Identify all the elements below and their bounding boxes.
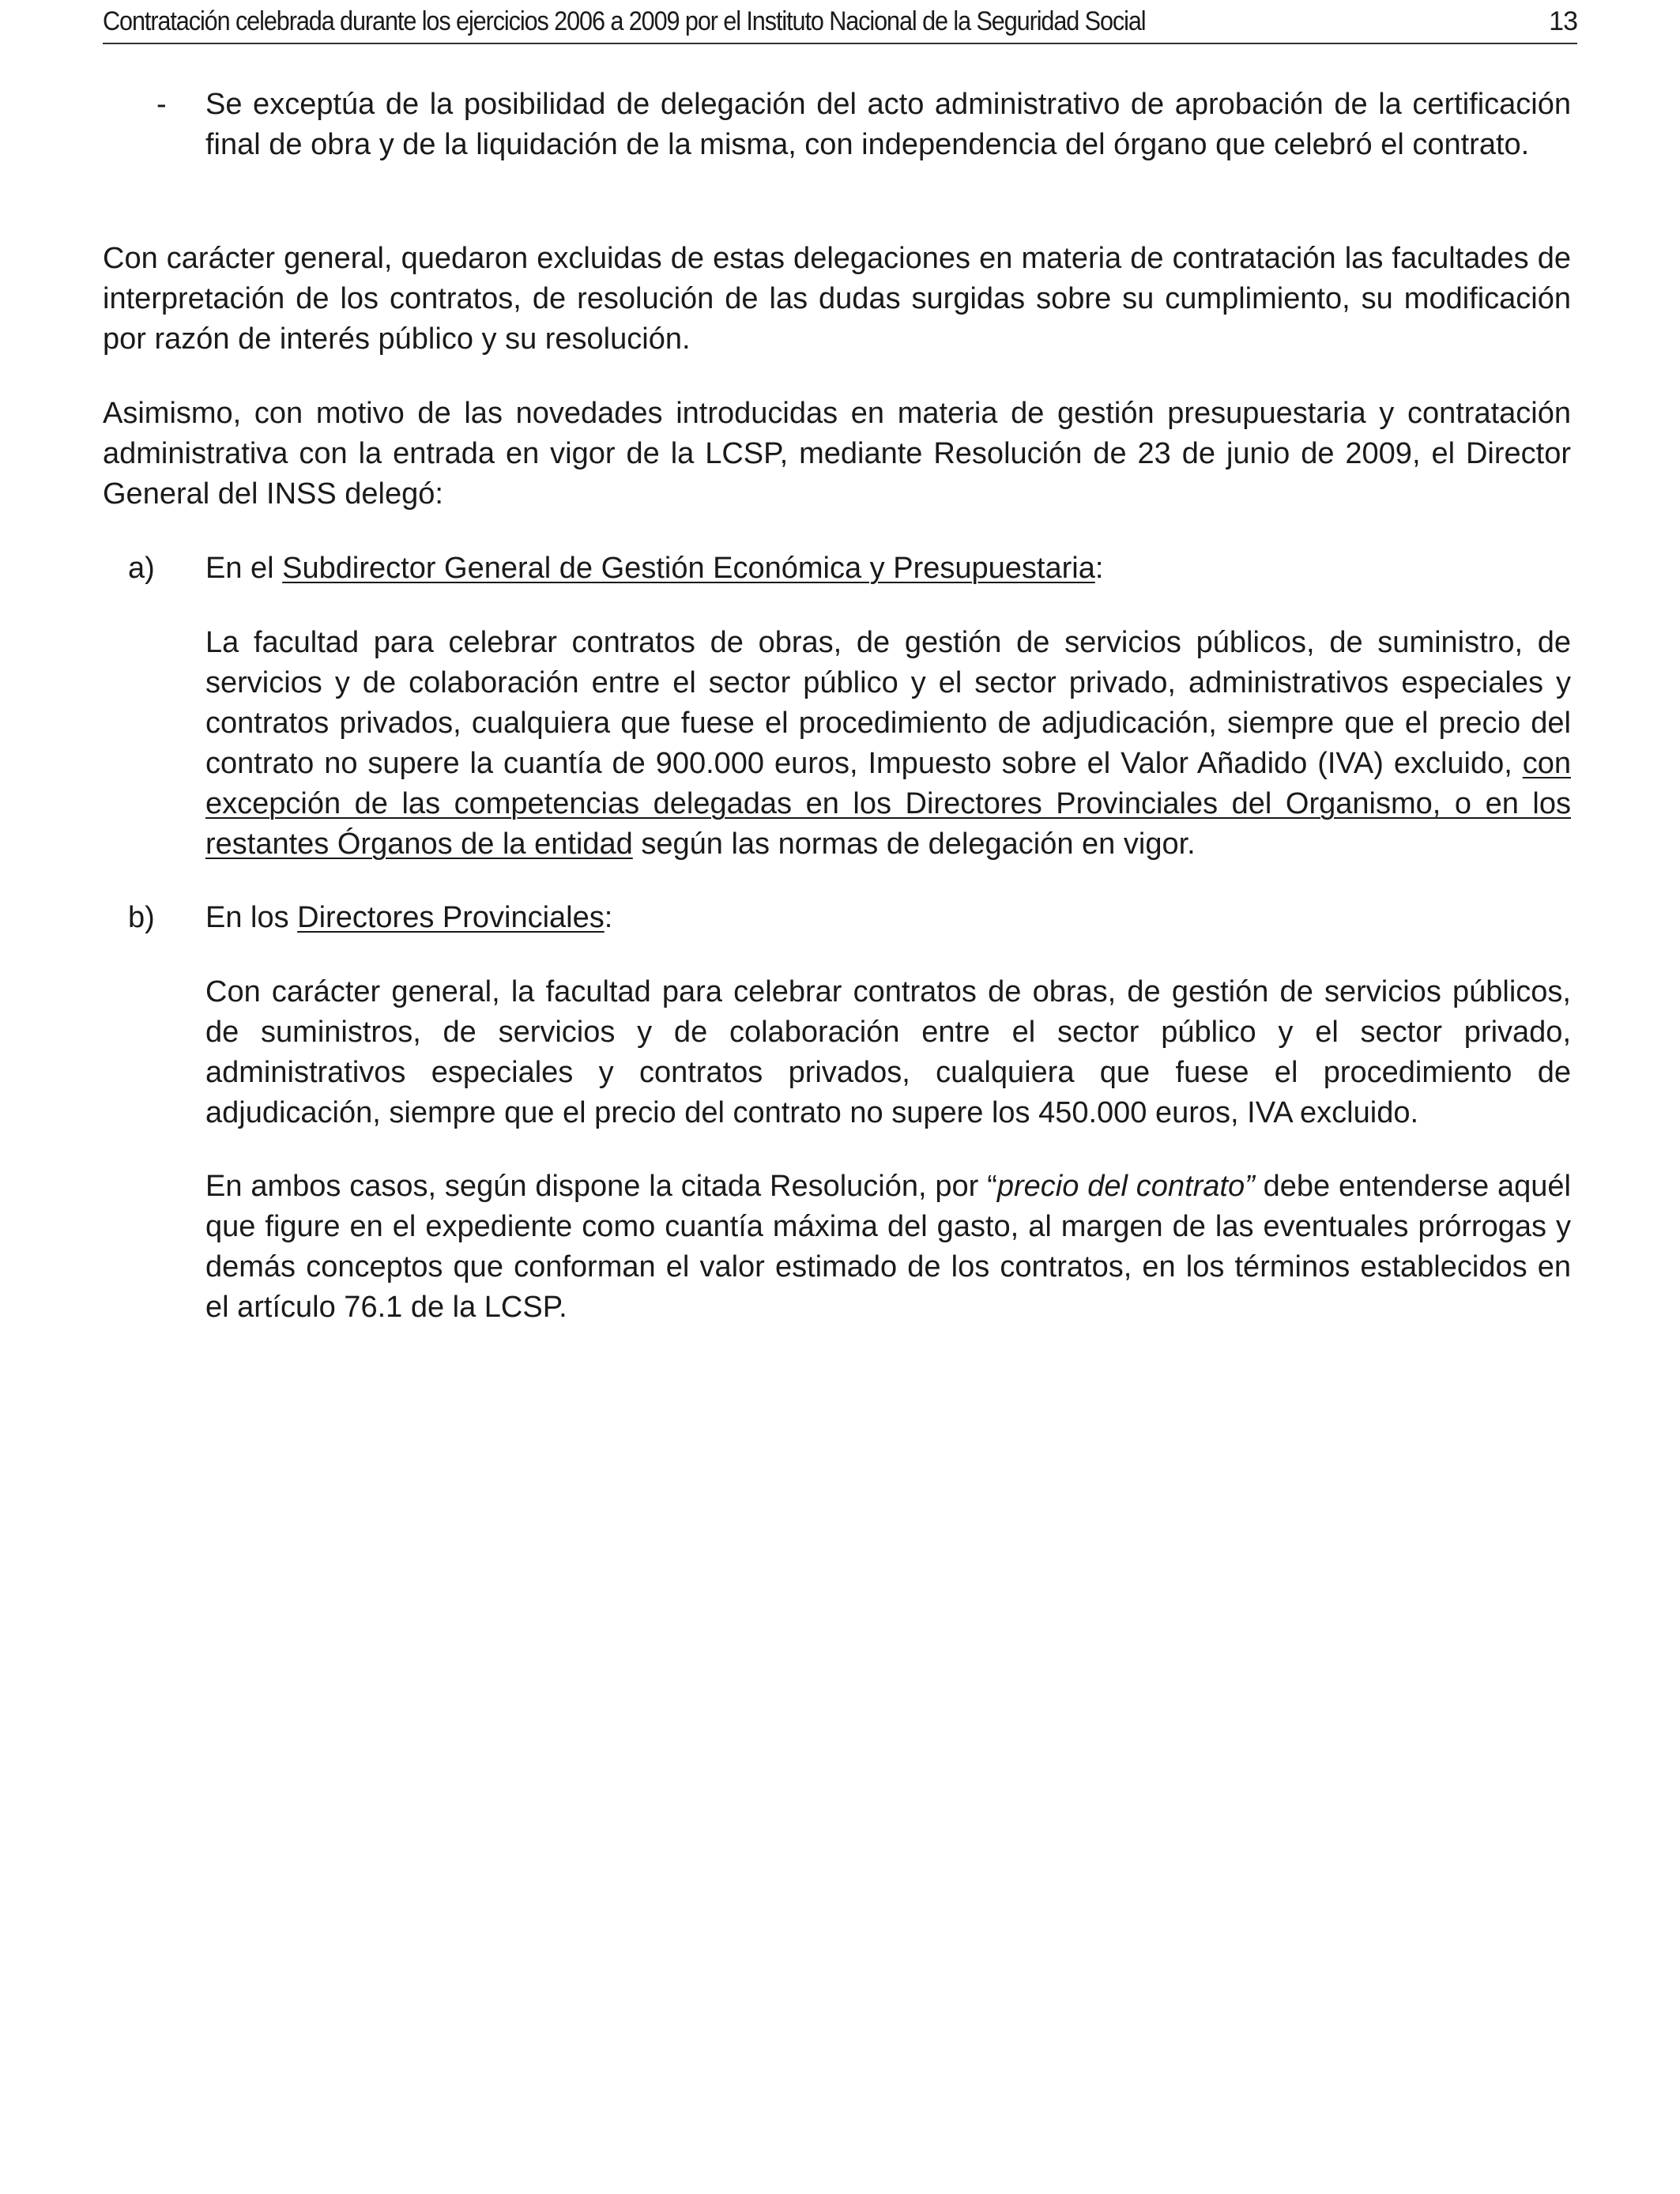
- item-b-heading-underlined: Directores Provinciales: [297, 901, 605, 934]
- item-a-text: [205, 623, 1571, 865]
- item-b-text: Con carácter general, la facultad para celebrar contratos de obras, de gestión de servicios públicos, de suministros, de servicios y de colaboración entre el sector público y el sector privado, administrativos especiales y contratos privados, cualquiera que fuese el procedimiento de adjudicación, siempre que el precio del contrato no supere los 450.000 euros, IVA excluido.: [205, 975, 1571, 1129]
- bullet-text: Se exceptúa de la posibilidad de delegación del acto administrativo de aprobación de la certificación final de obra y de la liquidación de la misma, con independencia del órgano que celebró el contrato.: [205, 88, 1571, 161]
- item-a-text-end: según las normas de delegación en vigor.: [632, 827, 1196, 861]
- item-a-heading-suffix: :: [1094, 552, 1104, 585]
- item-a-heading: [205, 548, 1571, 589]
- item-a-heading-underlined: Subdirector General de Gestión Económica y Presupuestaria: [282, 552, 1095, 585]
- closing-text-end: debe entenderse aquél que figure en el expediente como cuantía máxima del gasto, al margen de las eventuales prórrogas y demás conceptos que conforman el valor estimado de los contratos, en los términos establecidos en el artículo 76.1 de la LCSP.: [205, 1170, 1571, 1324]
- closing-text-start: En ambos casos, según dispone la citada Resolución, por “: [205, 1170, 997, 1203]
- item-b-heading: [205, 898, 1571, 938]
- list-marker-a: a): [128, 552, 155, 585]
- item-b-heading-suffix: :: [604, 901, 613, 934]
- item-a-text-underlined: con excepción de las competencias delegadas en los Directores Provinciales del Organismo, o en los restantes Órganos de la entidad: [205, 747, 1571, 861]
- paragraph: Asimismo, con motivo de las novedades introducidas en materia de gestión presupuestaria y contratación administrativa con la entrada en vigor de la LCSP, mediante Resolución de 23 de junio de 2009, el Director General del INSS delegó:: [103, 397, 1571, 511]
- closing-text-italic: precio del contrato”: [996, 1170, 1255, 1203]
- item-a-text-start: La facultad para celebrar contratos de obras, de gestión de servicios públicos, de suministro, de servicios y de colaboración entre el sector público y el sector privado, administrativos especiales y contratos privados, cualquiera que fuese el procedimiento de adjudicación, siempre que el precio del contrato no supere la cuantía de 900.000 euros, Impuesto sobre el Valor Añadido (IVA) excluido,: [205, 626, 1571, 780]
- item-a-heading-prefix: En el: [205, 552, 283, 585]
- page-header: [103, 5, 1577, 44]
- item-b-heading-prefix: En los: [205, 901, 298, 934]
- paragraph: Con carácter general, quedaron excluidas de estas delegaciones en materia de contratación las facultades de interpretación de los contratos, de resolución de las dudas surgidas sobre su cumplimiento, su modificación por razón de interés público y su resolución.: [103, 242, 1571, 356]
- header-title: Contratación celebrada durante los ejercicios 2006 a 2009 por el Instituto Nacional de la Seguridad Social: [103, 6, 1146, 36]
- page-number: 13: [1549, 6, 1577, 36]
- bullet-marker: -: [156, 88, 167, 121]
- closing-paragraph: [205, 1167, 1571, 1328]
- list-marker-b: b): [128, 901, 155, 934]
